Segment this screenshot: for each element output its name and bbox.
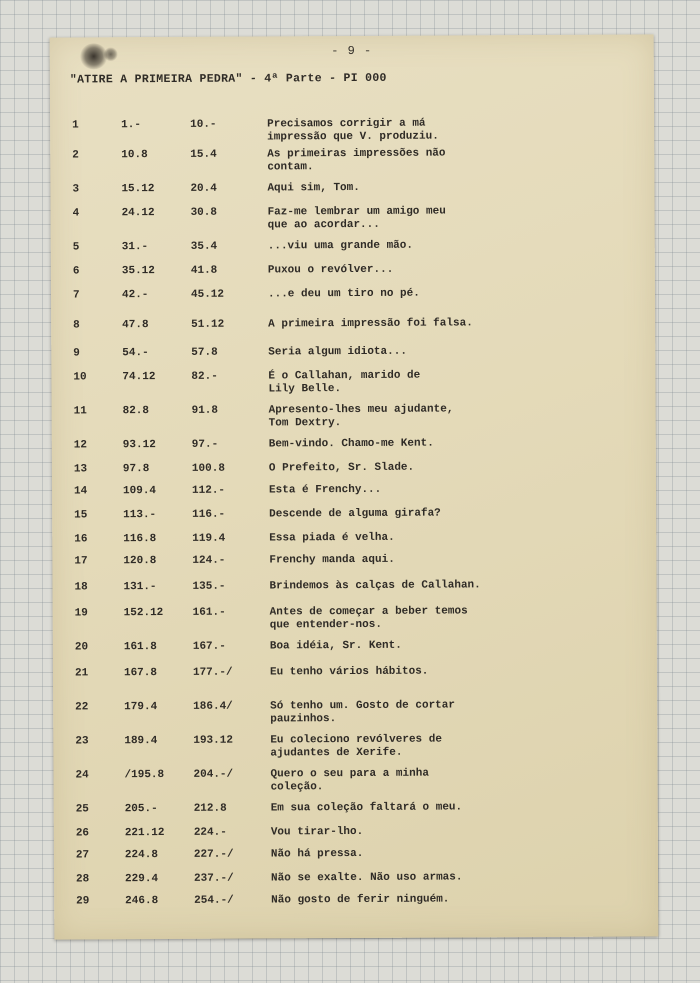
row-number: 7	[72, 289, 80, 302]
timecode-in: 131.-	[123, 581, 157, 594]
subtitle-text: Esta é Frenchy...	[268, 483, 382, 497]
table-row	[53, 698, 657, 726]
table-row	[51, 238, 655, 254]
table-row	[53, 604, 657, 632]
timecode-out: 112.-	[191, 484, 226, 497]
row-number: 25	[75, 803, 89, 816]
subtitle-text: As primeiras impressões não contam.	[267, 147, 446, 174]
timecode-in: 152.12	[123, 607, 164, 620]
table-row	[51, 344, 655, 360]
timecode-out: 100.8	[191, 462, 225, 475]
subtitle-text: Eu tenho vários hábitos.	[269, 665, 429, 679]
timecode-in: 31.-	[121, 241, 149, 254]
table-row	[53, 732, 657, 760]
timecode-out: 57.8	[191, 346, 218, 359]
subtitle-text: Brindemos às calças de Callahan.	[269, 579, 481, 593]
timecode-out: 35.4	[190, 240, 218, 253]
table-row	[53, 664, 657, 680]
subtitle-text: Frenchy manda aqui.	[269, 553, 395, 567]
subtitle-text: Descende de alguma girafa?	[269, 507, 441, 521]
timecode-out: 45.12	[190, 288, 225, 301]
document-title: "ATIRE A PRIMEIRA PEDRA" - 4ª Parte - PI 000	[69, 71, 387, 87]
row-number: 2	[72, 149, 79, 162]
row-number: 8	[73, 319, 80, 332]
subtitle-text: ...e deu um tiro no pé.	[267, 287, 420, 301]
timecode-in: 47.8	[122, 319, 149, 332]
row-number: 1	[72, 119, 79, 132]
row-number: 23	[75, 735, 89, 748]
timecode-out: 91.8	[191, 404, 219, 417]
row-number: 15	[74, 509, 88, 522]
timecode-out: 167.-	[192, 640, 226, 653]
row-number: 12	[73, 439, 88, 452]
timecode-out: 193.12	[193, 734, 233, 747]
row-number: 3	[72, 183, 80, 196]
timecode-in: 205.-	[124, 803, 158, 816]
subtitle-text: Boa idéia, Sr. Kent.	[269, 639, 402, 653]
row-number: 28	[76, 873, 90, 886]
timecode-in: 189.4	[124, 735, 158, 748]
table-row	[52, 552, 656, 568]
table-row	[52, 506, 656, 522]
table-row	[51, 204, 655, 232]
row-number: 27	[75, 849, 90, 862]
timecode-in: 179.4	[124, 701, 158, 714]
subtitle-text: Em sua coleção faltará o meu.	[270, 801, 463, 815]
timecode-out: 124.-	[192, 554, 226, 567]
timecode-in: 109.4	[122, 485, 157, 498]
typed-page	[50, 34, 659, 939]
timecode-in: 82.8	[122, 405, 150, 418]
timecode-in: 161.8	[123, 641, 157, 654]
timecode-in: 24.12	[121, 207, 155, 220]
subtitle-text: É o Callahan, marido de Lily Belle.	[268, 369, 421, 396]
timecode-out: 51.12	[191, 318, 225, 331]
timecode-out: 116.-	[192, 508, 226, 521]
subtitle-text: Essa piada é velha.	[269, 531, 395, 545]
subtitle-text: Vou tirar-lho.	[270, 825, 364, 839]
row-number: 24	[75, 769, 89, 782]
table-row	[52, 436, 656, 452]
table-row	[50, 116, 654, 144]
row-number: 5	[72, 241, 80, 254]
subtitle-text: Só tenho um. Gosto de cortar pauzinhos.	[270, 699, 456, 726]
table-row	[52, 402, 656, 430]
timecode-out: 97.-	[191, 438, 219, 451]
subtitle-text: Bem-vindo. Chamo-me Kent.	[268, 437, 434, 451]
timecode-in: 10.8	[121, 149, 148, 162]
row-number: 16	[74, 533, 88, 546]
subtitle-text: O Prefeito, Sr. Slade.	[268, 461, 415, 475]
table-row	[54, 870, 658, 886]
row-number: 26	[75, 827, 90, 840]
timecode-in: 113.-	[123, 509, 157, 522]
row-number: 10	[73, 371, 87, 384]
timecode-out: 10.-	[190, 118, 217, 131]
timecode-out: 237.-/	[194, 872, 234, 885]
timecode-in: 1.-	[121, 119, 141, 132]
timecode-out: 177.-/	[192, 666, 233, 679]
subtitle-list	[50, 34, 659, 939]
timecode-out: 224.-	[193, 826, 227, 839]
row-number: 4	[72, 207, 80, 220]
subtitle-text: Antes de começar a beber temos que entender-nos.	[269, 605, 468, 632]
timecode-in: 229.4	[125, 873, 159, 886]
timecode-out: 204.-/	[193, 768, 234, 781]
table-row	[50, 180, 654, 196]
table-row	[53, 766, 657, 794]
page-number: - 9 -	[331, 43, 373, 59]
timecode-out: 227.-/	[193, 848, 234, 861]
timecode-in: 224.8	[124, 849, 158, 862]
row-number: 13	[73, 463, 88, 476]
timecode-out: 135.-	[192, 580, 226, 593]
subtitle-text: Puxou o revólver...	[267, 263, 394, 277]
subtitle-text: Não se exalte. Não uso armas.	[271, 871, 463, 885]
timecode-in: 221.12	[124, 826, 165, 840]
row-number: 6	[72, 265, 80, 278]
table-row	[51, 262, 655, 278]
row-number: 9	[73, 347, 80, 360]
timecode-in: 167.8	[123, 667, 158, 680]
row-number: 11	[73, 405, 87, 418]
row-number: 21	[74, 667, 89, 680]
subtitle-text: ...viu uma grande mão.	[267, 239, 414, 253]
table-row	[51, 286, 655, 302]
table-row	[54, 892, 658, 908]
table-row	[52, 578, 656, 594]
row-number: 29	[76, 895, 90, 908]
timecode-in: 15.12	[121, 183, 155, 196]
row-number: 19	[74, 607, 88, 620]
timecode-in: 42.-	[121, 289, 149, 302]
timecode-in: 35.12	[121, 265, 155, 278]
row-number: 22	[75, 701, 89, 714]
table-row	[51, 368, 655, 396]
timecode-out: 161.-	[192, 606, 226, 619]
subtitle-text: Aqui sim, Tom.	[267, 181, 360, 195]
timecode-out: 20.4	[190, 182, 217, 195]
subtitle-text: Faz-me lembrar um amigo meu que ao acordar...	[267, 205, 446, 232]
subtitle-text: Apresento-lhes meu ajudante, Tom Dextry.	[268, 403, 454, 430]
timecode-out: 15.4	[190, 148, 217, 161]
timecode-in: /195.8	[124, 768, 165, 782]
timecode-out: 186.4/	[193, 700, 233, 713]
row-number: 14	[73, 485, 88, 498]
subtitle-text: Precisamos corrigir a má impressão que V. produziu.	[267, 117, 439, 144]
table-row	[54, 824, 658, 840]
subtitle-text: Eu coleciono revólveres de ajudantes de Xerife.	[270, 733, 442, 760]
timecode-in: 97.8	[122, 463, 150, 476]
timecode-in: 54.-	[122, 347, 149, 360]
row-number: 20	[74, 641, 89, 654]
timecode-out: 30.8	[190, 206, 217, 219]
subtitle-text: Não gosto de ferir ninguém.	[271, 893, 450, 907]
timecode-in: 74.12	[122, 371, 156, 384]
timecode-in: 120.8	[123, 555, 157, 568]
timecode-out: 212.8	[193, 802, 227, 815]
subtitle-text: Não há pressa.	[270, 847, 364, 861]
timecode-in: 246.8	[125, 895, 159, 908]
timecode-out: 119.4	[192, 532, 226, 545]
timecode-in: 116.8	[123, 533, 157, 546]
timecode-out: 254.-/	[194, 894, 234, 907]
table-row	[54, 846, 658, 862]
subtitle-text: A primeira impressão foi falsa.	[268, 317, 473, 331]
table-row	[51, 316, 655, 332]
table-row	[52, 482, 656, 498]
subtitle-text: Quero o seu para a minha coleção.	[270, 767, 429, 794]
table-row	[53, 638, 657, 654]
table-row	[52, 460, 656, 476]
timecode-out: 41.8	[190, 264, 218, 277]
row-number: 18	[74, 581, 88, 594]
timecode-in: 93.12	[122, 439, 156, 452]
table-row	[54, 800, 658, 816]
row-number: 17	[74, 555, 88, 568]
table-row	[52, 530, 656, 546]
table-row	[50, 146, 654, 174]
subtitle-text: Seria algum idiota...	[268, 345, 407, 359]
timecode-out: 82.-	[191, 370, 218, 383]
